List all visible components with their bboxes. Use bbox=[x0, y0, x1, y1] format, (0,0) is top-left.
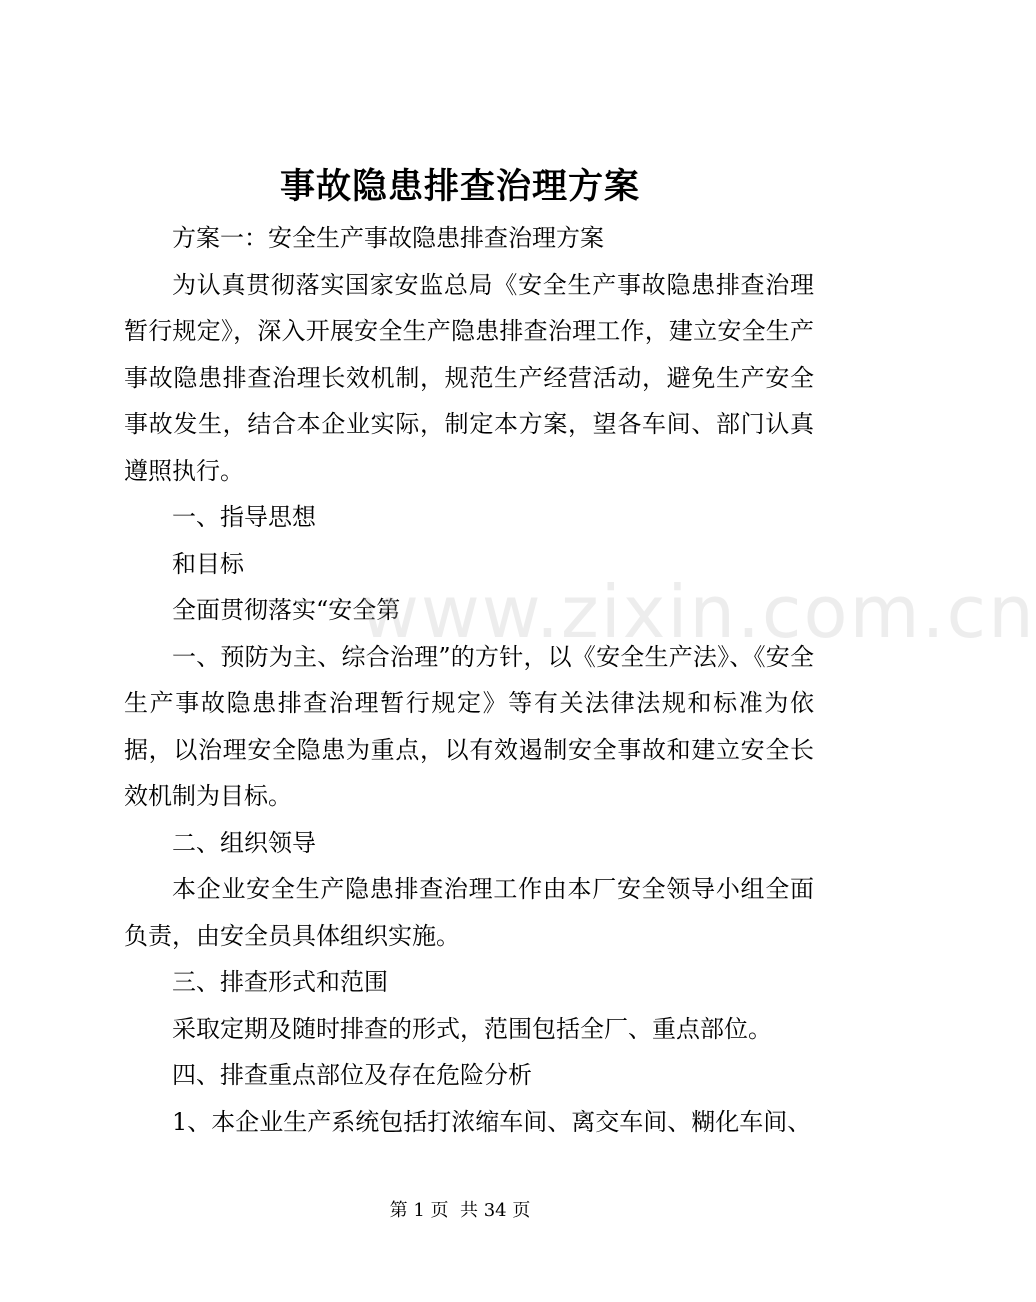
paragraph-scheme-heading: 方案一：安全生产事故隐患排查治理方案 bbox=[172, 224, 604, 252]
paragraph-item-1: 1、本企业生产系统包括打浓缩车间、离交车间、糊化车间、 bbox=[172, 1107, 812, 1136]
paragraph-intro: 为认真贯彻落实国家安监总局《安全生产事故隐患排查治理暂行规定》，深入开展安全生产隐患排查治理工作，建立安全生产事故隐患排查治理长效机制，规范生产经营活动，避免生产安全事故发生，结合本企业实际，制定本方案，望各车间、部门认真遵照执行。 bbox=[124, 270, 814, 485]
paragraph-organization: 本企业安全生产隐患排查治理工作由本厂安全领导小组全面负责，由安全员具体组织实施。 bbox=[124, 875, 814, 950]
paragraph-section-4-heading: 四、排查重点部位及存在危险分析 bbox=[172, 1061, 532, 1089]
paragraph-section-1-heading: 一、指导思想 bbox=[172, 503, 316, 531]
page-footer: 第 1 页 共 34 页 bbox=[389, 1200, 531, 1221]
document-title: 事故隐患排查治理方案 bbox=[279, 166, 640, 207]
paragraph-section-1-heading-cont: 和目标 bbox=[172, 549, 244, 578]
paragraph-section-2-heading: 二、组织领导 bbox=[172, 828, 316, 857]
paragraph-guideline: 一、预防为主、综合治理”的方针，以《安全生产法》、《安全生产事故隐患排查治理暂行规定》等有关法律法规和标准为依据，以治理安全隐患为重点，以有效遏制安全事故和建立安全长效机制为目标。 bbox=[124, 642, 814, 810]
paragraph-guideline-start: 全面贯彻落实“安全第 bbox=[172, 596, 401, 624]
paragraph-section-3-heading: 三、排查形式和范围 bbox=[172, 968, 388, 996]
document-body bbox=[124, 215, 814, 1145]
watermark-text: www.zixin.com.cn bbox=[360, 570, 1036, 654]
paragraph-scope: 采取定期及随时排查的形式，范围包括全厂、重点部位。 bbox=[172, 1014, 772, 1043]
